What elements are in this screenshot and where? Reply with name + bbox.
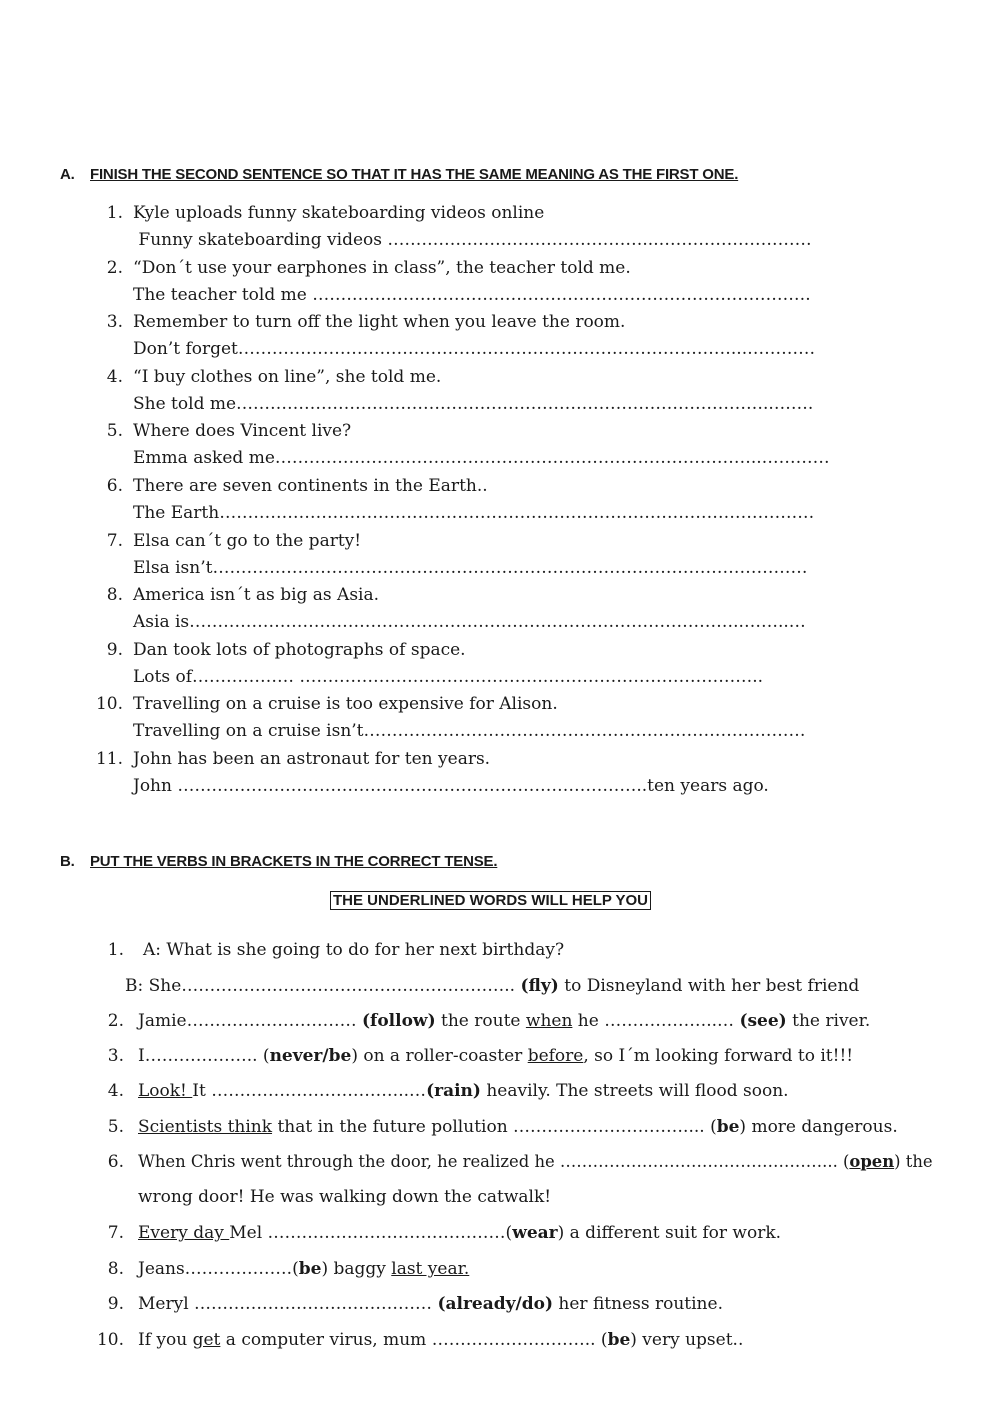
b-item-6-number: 6. [107,1152,124,1172]
a-item-question: Kyle uploads funny skateboarding videos online [133,203,545,223]
b7-hint: Every day [138,1223,230,1243]
b8-text-2: ) baggy [321,1259,392,1279]
b3-text-1: I……………….. ( [138,1046,270,1066]
b8-hint: last year. [391,1259,470,1279]
b2-text-3: he ………………..… [572,1011,740,1031]
b9-text-2: her fitness routine. [553,1294,723,1314]
b9-verb: (already/do) [437,1294,553,1314]
a-item-number: 2. [106,257,123,278]
a-item-number: 1. [106,203,123,223]
a-item-number: 5. [106,421,123,442]
a-item-question: “I buy clothes on line”, she told me. [133,366,442,387]
b1-verb: (fly) [520,976,559,996]
b-item-7 [138,1223,781,1243]
b8-verb: be [298,1259,322,1279]
a-item-answer-line: Travelling on a cruise isn’t…………………………………………………………………… [133,721,806,742]
a-item-answer-line: Elsa isn’t…………………………………………………………………………………………… [133,557,808,578]
a-item-answer-line: John ………………………………………………………………………..ten years ago. [133,776,769,796]
a-item-question: There are seven continents in the Earth.. [133,476,488,496]
a-item-number: 11. [95,749,123,769]
a-item-answer-line: Lots of……………… ……………………………………..……………………………….. [133,666,764,687]
b1-text-2: to Disneyland with her best friend [558,976,860,996]
b4-verb: (rain) [426,1081,481,1101]
b-item-6-line-2: wrong door! He was walking down the catwalk! [138,1187,552,1207]
b-item-1-number: 1. [107,940,124,960]
b10-text-1: If you [138,1330,193,1350]
b-item-10 [138,1330,743,1350]
b-item-9 [138,1294,723,1314]
section-a-heading [60,166,738,183]
a-item-number: 8. [106,585,123,606]
b-item-2-number: 2. [107,1011,124,1031]
b10-hint: get [192,1330,221,1350]
b2-text-2: the route [435,1011,526,1031]
b-item-1-line-b [125,976,859,996]
b-item-5-number: 5. [107,1117,124,1137]
a-item-question: John has been an astronaut for ten years. [133,749,491,769]
b5-text-2: ) more dangerous. [739,1117,898,1137]
a-item-answer-line: The Earth…………………………………………………………………………………………… [133,503,815,523]
a-item-number: 10. [95,694,123,715]
b6-verb: open [849,1152,895,1171]
b9-text-1: Meryl …………………………………… [138,1294,438,1314]
b-item-5 [138,1117,898,1137]
a-item-number: 4. [106,366,123,387]
b-item-2 [138,1011,870,1031]
b-item-3-number: 3. [107,1046,124,1066]
a-item-answer-line: Emma asked me…………………………………………………………………………..………… [133,448,830,469]
section-b-subtitle-box [330,890,651,909]
b2-hint: when [525,1011,573,1031]
a-item-answer-line: The teacher told me ……………………………………………………………………………. [133,284,811,305]
b8-text-1: Jeans……………….( [138,1259,299,1279]
b-item-1-line-a: A: What is she going to do for her next birthday? [143,940,565,960]
section-b-letter: B. [60,853,75,870]
b-item-8-number: 8. [107,1259,124,1279]
b-item-7-number: 7. [107,1223,124,1243]
b-item-9-number: 9. [107,1294,124,1314]
a-item-number: 9. [106,639,123,660]
section-b-subtitle: THE UNDERLINED WORDS WILL HELP YOU [330,891,651,910]
b-item-6 [138,1152,933,1171]
b5-verb: be [716,1117,740,1137]
a-item-question: Where does Vincent live? [133,421,352,442]
section-b-heading [60,853,497,870]
a-item-question: “Don´t use your earphones in class”, the teacher told me. [133,257,631,278]
b-item-3 [138,1046,853,1066]
b4-hint: Look! [138,1081,193,1101]
a-item-answer-line: Funny skateboarding videos ………………………………………...……………………… [133,230,812,250]
b4-text-2: heavily. The streets will flood soon. [480,1081,789,1101]
b10-text-3: ) very upset.. [630,1330,744,1350]
b5-hint: Scientists think [138,1117,273,1137]
b4-text-1: It ……………………………..… [192,1081,427,1101]
b3-text-2: ) on a roller-coaster [351,1046,528,1066]
b-item-4 [138,1081,789,1101]
a-item-answer-line: Don’t forget……………………………………………………………………………...………… [133,339,816,360]
b3-verb: never/be [269,1046,352,1066]
b1-text-1: B: She………………………………………………….. [125,976,521,996]
a-item-question: America isn´t as big as Asia. [133,585,380,606]
b5-text-1: that in the future pollution ………………………….... ( [272,1117,717,1137]
b10-text-2: a computer virus, mum ……………………….. ( [220,1330,608,1350]
a-item-question: Dan took lots of photographs of space. [133,639,466,660]
a-item-question: Elsa can´t go to the party! [133,530,362,551]
b7-text-2: ) a different suit for work. [557,1223,782,1243]
b-item-8 [138,1259,469,1279]
b-item-10-number: 10. [96,1330,124,1350]
b6-text-1: When Chris went through the door, he realized he …………………………………………... ( [138,1152,850,1171]
a-item-number: 7. [106,530,123,551]
b2-text-1: Jamie………………………… [138,1011,362,1031]
b7-verb: wear [512,1223,558,1243]
a-item-number: 3. [106,312,123,333]
b-item-4-number: 4. [107,1081,124,1101]
b2-verb-2: (see) [739,1011,787,1031]
b3-text-3: , so I´m looking forward to it!!! [583,1046,854,1066]
b2-text-4: the river. [786,1011,871,1031]
a-item-number: 6. [106,476,123,496]
a-item-question: Travelling on a cruise is too expensive for Alison. [133,694,558,715]
b2-verb-1: (follow) [361,1011,436,1031]
b6-text-2: ) the [894,1152,933,1171]
section-b-title: PUT THE VERBS IN BRACKETS IN THE CORRECT TENSE. [90,853,498,870]
b7-text-1: Mel ……………………………………( [229,1223,513,1243]
a-item-answer-line: Asia is……………………………………………………………………………………..……..… [133,612,806,633]
a-item-question: Remember to turn off the light when you leave the room. [133,312,626,333]
a-item-answer-line: She told me…………………………………………………………………………………..……. [133,393,814,414]
b3-hint: before [527,1046,584,1066]
b10-verb: be [607,1330,631,1350]
section-a-letter: A. [60,166,75,183]
section-a-title: FINISH THE SECOND SENTENCE SO THAT IT HAS THE SAME MEANING AS THE FIRST ONE. [90,166,739,183]
